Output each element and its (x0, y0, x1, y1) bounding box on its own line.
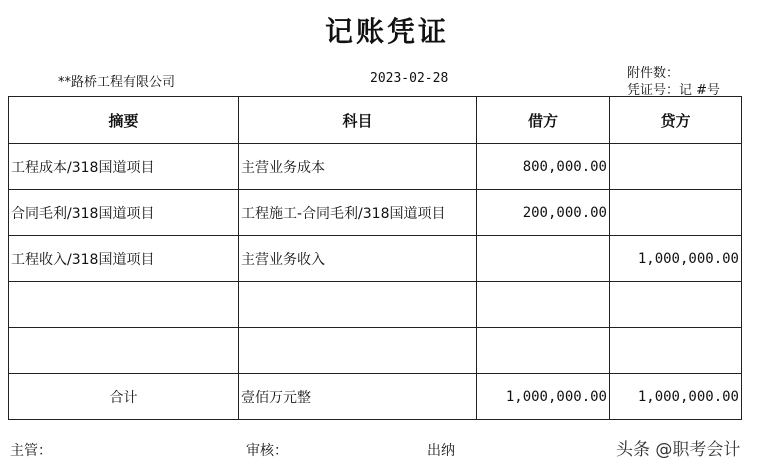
header-credit: 贷方 (610, 97, 742, 144)
cashier-label: 出纳 (427, 443, 455, 459)
account-cell: 主营业务收入 (239, 236, 477, 282)
credit-cell (610, 144, 742, 190)
account-cell (239, 282, 477, 328)
header-summary: 摘要 (9, 97, 239, 144)
credit-cell (610, 328, 742, 374)
total-debit: 1,000,000.00 (477, 374, 610, 420)
account-cell: 工程施工-合同毛利/318国道项目 (239, 190, 477, 236)
table-row (9, 282, 742, 328)
table-row (9, 236, 742, 282)
voucher-table (8, 96, 742, 420)
debit-cell: 200,000.00 (477, 190, 610, 236)
summary-cell: 工程成本/318国道项目 (9, 144, 239, 190)
summary-cell: 工程收入/318国道项目 (9, 236, 239, 282)
total-credit: 1,000,000.00 (610, 374, 742, 420)
table-header-row (9, 97, 742, 144)
header-debit: 借方 (477, 97, 610, 144)
debit-cell (477, 236, 610, 282)
debit-cell (477, 282, 610, 328)
summary-cell: 合同毛利/318国道项目 (9, 190, 239, 236)
company-name: **路桥工程有限公司 (58, 75, 176, 90)
watermark-text: 头条 @职考会计 (616, 440, 741, 460)
total-amount-in-words: 壹佰万元整 (239, 374, 477, 420)
voucher-title: 记账凭证 (324, 15, 449, 48)
header-account: 科目 (239, 97, 477, 144)
auditor-label: 审核： (246, 443, 288, 459)
credit-cell: 1,000,000.00 (610, 236, 742, 282)
credit-cell (610, 190, 742, 236)
voucher-number-label: 凭证号：记 #号 (627, 83, 721, 98)
table-row (9, 144, 742, 190)
total-row (9, 374, 742, 420)
credit-cell (610, 282, 742, 328)
attachments-count-label: 附件数： (627, 66, 680, 81)
debit-cell: 800,000.00 (477, 144, 610, 190)
debit-cell (477, 328, 610, 374)
total-label: 合计 (9, 374, 239, 420)
table-row (9, 190, 742, 236)
summary-cell (9, 282, 239, 328)
account-cell: 主营业务成本 (239, 144, 477, 190)
account-cell (239, 328, 477, 374)
summary-cell (9, 328, 239, 374)
supervisor-label: 主管： (10, 443, 52, 459)
table-row (9, 328, 742, 374)
voucher-date: 2023-02-28 (370, 71, 449, 86)
